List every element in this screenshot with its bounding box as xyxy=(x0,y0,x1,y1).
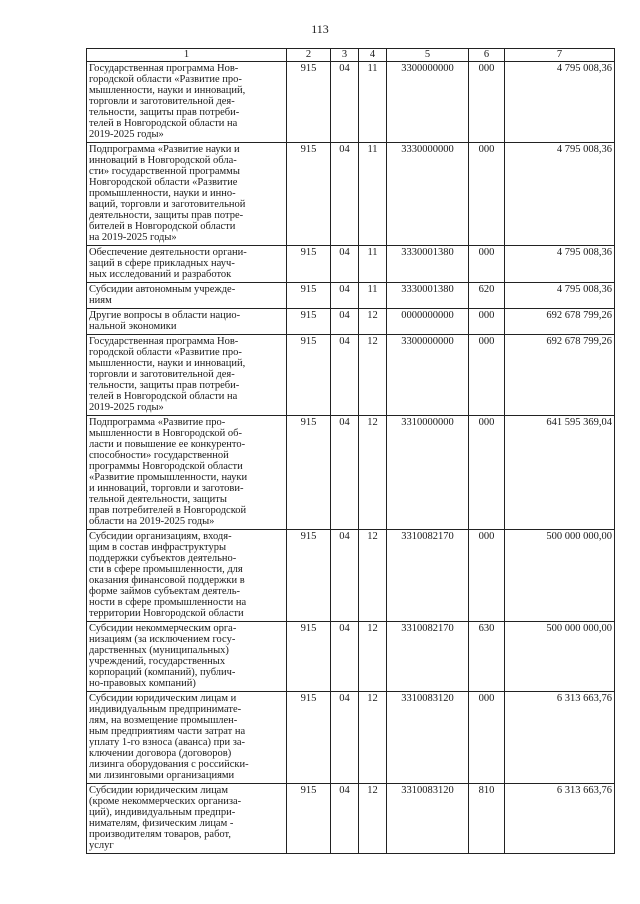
amount-cell: 4 795 008,36 xyxy=(505,62,615,143)
row-name-line: ций), индивидуальным предпри- xyxy=(89,807,236,818)
page-number: 113 xyxy=(311,22,329,36)
row-name-line: ным предприятиям части затрат на xyxy=(89,726,246,737)
amount-cell: 4 795 008,36 xyxy=(505,246,615,283)
subsection-code-cell: 12 xyxy=(359,530,387,622)
row-name-cell xyxy=(87,530,287,622)
ministry-code-cell: 915 xyxy=(287,309,331,335)
target-article-cell: 3310082170 xyxy=(387,622,469,692)
table-row xyxy=(87,143,615,246)
target-article-cell: 3310083120 xyxy=(387,692,469,784)
row-name-line: ности в сфере промышленности на xyxy=(89,597,247,608)
row-name-line: «Развитие промышленности, науки xyxy=(89,472,248,483)
row-name-line: сти в сфере промышленности, для xyxy=(89,564,243,575)
subsection-code-cell: 12 xyxy=(359,692,387,784)
row-name-line: промышленности, науки и инно- xyxy=(89,188,236,199)
table-row xyxy=(87,283,615,309)
expense-type-cell: 000 xyxy=(469,416,505,530)
subsection-code-cell: 11 xyxy=(359,246,387,283)
ministry-code-cell: 915 xyxy=(287,530,331,622)
row-name-line: нимателям, физическим лицам - xyxy=(89,818,234,829)
subsection-code-cell: 12 xyxy=(359,309,387,335)
section-code-cell: 04 xyxy=(331,246,359,283)
ministry-code-cell: 915 xyxy=(287,143,331,246)
table-row xyxy=(87,692,615,784)
target-article-cell: 3330001380 xyxy=(387,246,469,283)
row-name-line: низациям (за исключением госу- xyxy=(89,634,236,645)
ministry-code-cell: 915 xyxy=(287,246,331,283)
expense-type-cell: 000 xyxy=(469,335,505,416)
row-name-cell xyxy=(87,784,287,854)
table-row xyxy=(87,416,615,530)
expense-type-cell: 620 xyxy=(469,283,505,309)
subsection-code-cell: 12 xyxy=(359,335,387,416)
row-name-line: телей в Новгородской области на xyxy=(89,391,238,402)
target-article-cell: 3310082170 xyxy=(387,530,469,622)
expense-type-cell: 000 xyxy=(469,143,505,246)
row-name-line: на 2019-2025 годы» xyxy=(89,232,177,243)
ministry-code-cell: 915 xyxy=(287,622,331,692)
section-code-cell: 04 xyxy=(331,143,359,246)
row-name-line: (кроме некоммерческих организа- xyxy=(89,796,242,807)
section-code-cell: 04 xyxy=(331,416,359,530)
row-name-line: форме займов субъектам деятель- xyxy=(89,586,240,597)
ministry-code-cell: 915 xyxy=(287,692,331,784)
row-name-line: мышленности в Новгородской об- xyxy=(89,428,242,439)
row-name-line: программы Новгородской области xyxy=(89,461,243,472)
column-header: 6 xyxy=(469,49,505,62)
table-row xyxy=(87,309,615,335)
section-code-cell: 04 xyxy=(331,784,359,854)
column-header: 3 xyxy=(331,49,359,62)
subsection-code-cell: 11 xyxy=(359,62,387,143)
subsection-code-cell: 11 xyxy=(359,283,387,309)
expense-type-cell: 000 xyxy=(469,692,505,784)
row-name-line: дарственных (муниципальных) xyxy=(89,645,229,656)
ministry-code-cell: 915 xyxy=(287,416,331,530)
ministry-code-cell: 915 xyxy=(287,784,331,854)
row-name-line: Субсидии юридическим лицам xyxy=(89,785,228,796)
ministry-code-cell: 915 xyxy=(287,335,331,416)
target-article-cell: 0000000000 xyxy=(387,309,469,335)
row-name-line: бителей в Новгородской области xyxy=(89,221,236,232)
row-name-line: Подпрограмма «Развитие про- xyxy=(89,417,226,428)
row-name-line: учреждений, государственных xyxy=(89,656,226,667)
table-row xyxy=(87,246,615,283)
amount-cell: 6 313 663,76 xyxy=(505,692,615,784)
row-name-line: 2019-2025 годы» xyxy=(89,129,164,140)
row-name-line: мышленности, науки и инноваций, xyxy=(89,358,246,369)
row-name-line: Обеспечение деятельности органи- xyxy=(89,247,247,258)
subsection-code-cell: 12 xyxy=(359,622,387,692)
row-name-line: сти» государственной программы xyxy=(89,166,240,177)
row-name-line: способности» государственной xyxy=(89,450,229,461)
target-article-cell: 3330000000 xyxy=(387,143,469,246)
row-name-line: ключении договора (договоров) xyxy=(89,748,232,759)
subsection-code-cell: 11 xyxy=(359,143,387,246)
row-name-line: Субсидии организациям, входя- xyxy=(89,531,232,542)
amount-cell: 500 000 000,00 xyxy=(505,622,615,692)
row-name-line: поддержки субъектов деятельно- xyxy=(89,553,237,564)
row-name-line: щим в состав инфраструктуры xyxy=(89,542,227,553)
table-row xyxy=(87,335,615,416)
expense-type-cell: 810 xyxy=(469,784,505,854)
amount-cell: 4 795 008,36 xyxy=(505,283,615,309)
row-name-line: но-правовых компаний) xyxy=(89,678,196,689)
target-article-cell: 3300000000 xyxy=(387,62,469,143)
row-name-line: инноваций в Новгородской обла- xyxy=(89,155,237,166)
row-name-cell xyxy=(87,309,287,335)
row-name-cell xyxy=(87,416,287,530)
row-name-line: ниям xyxy=(89,295,112,306)
row-name-line: Подпрограмма «Развитие науки и xyxy=(89,144,240,155)
expense-type-cell: 000 xyxy=(469,246,505,283)
amount-cell: 641 595 369,04 xyxy=(505,416,615,530)
section-code-cell: 04 xyxy=(331,530,359,622)
column-header: 2 xyxy=(287,49,331,62)
target-article-cell: 3310083120 xyxy=(387,784,469,854)
row-name-line: тельной деятельности, защиты xyxy=(89,494,227,505)
row-name-line: Государственная программа Нов- xyxy=(89,336,239,347)
row-name-line: и инноваций, торговли и заготови- xyxy=(89,483,244,494)
row-name-line: оказания финансовой поддержки в xyxy=(89,575,245,586)
row-name-line: области на 2019-2025 годы» xyxy=(89,516,215,527)
row-name-cell xyxy=(87,335,287,416)
row-name-line: торговли и заготовительной дея- xyxy=(89,369,235,380)
row-name-line: производителям товаров, работ, xyxy=(89,829,231,840)
subsection-code-cell: 12 xyxy=(359,784,387,854)
row-name-line: ми лизинговыми организациями xyxy=(89,770,235,781)
amount-cell: 692 678 799,26 xyxy=(505,335,615,416)
table-row xyxy=(87,784,615,854)
table-row xyxy=(87,530,615,622)
amount-cell: 692 678 799,26 xyxy=(505,309,615,335)
amount-cell: 6 313 663,76 xyxy=(505,784,615,854)
row-name-line: торговли и заготовительной дея- xyxy=(89,96,235,107)
header-row xyxy=(87,49,615,62)
row-name-line: Новгородской области «Развитие xyxy=(89,177,238,188)
expense-type-cell: 000 xyxy=(469,62,505,143)
row-name-line: заций в сфере прикладных науч- xyxy=(89,258,235,269)
row-name-cell xyxy=(87,622,287,692)
row-name-line: Государственная программа Нов- xyxy=(89,63,239,74)
row-name-line: прав потребителей в Новгородской xyxy=(89,505,247,516)
row-name-line: ласти и повышение ее конкуренто- xyxy=(89,439,246,450)
section-code-cell: 04 xyxy=(331,335,359,416)
row-name-line: мышленности, науки и инноваций, xyxy=(89,85,246,96)
column-header: 4 xyxy=(359,49,387,62)
table-body xyxy=(87,62,615,854)
row-name-line: Субсидии юридическим лицам и xyxy=(89,693,237,704)
row-name-line: Субсидии автономным учрежде- xyxy=(89,284,236,295)
row-name-line: деятельности, защиты прав потре- xyxy=(89,210,244,221)
section-code-cell: 04 xyxy=(331,283,359,309)
row-name-line: индивидуальным предпринимате- xyxy=(89,704,242,715)
row-name-line: ных исследований и разработок xyxy=(89,269,232,280)
row-name-line: городской области «Развитие про- xyxy=(89,347,242,358)
target-article-cell: 3330001380 xyxy=(387,283,469,309)
row-name-cell xyxy=(87,62,287,143)
section-code-cell: 04 xyxy=(331,622,359,692)
row-name-cell xyxy=(87,143,287,246)
subsection-code-cell: 12 xyxy=(359,416,387,530)
section-code-cell: 04 xyxy=(331,309,359,335)
column-header: 5 xyxy=(387,49,469,62)
expense-type-cell: 000 xyxy=(469,309,505,335)
amount-cell: 4 795 008,36 xyxy=(505,143,615,246)
ministry-code-cell: 915 xyxy=(287,62,331,143)
row-name-line: лизинга оборудования с российски- xyxy=(89,759,249,770)
target-article-cell: 3310000000 xyxy=(387,416,469,530)
section-code-cell: 04 xyxy=(331,62,359,143)
row-name-line: лям, на возмещение промышлен- xyxy=(89,715,238,726)
column-header: 1 xyxy=(87,49,287,62)
row-name-cell xyxy=(87,283,287,309)
ministry-code-cell: 915 xyxy=(287,283,331,309)
row-name-line: уплату 1-го взноса (аванса) при за- xyxy=(89,737,246,748)
target-article-cell: 3300000000 xyxy=(387,335,469,416)
row-name-line: нальной экономики xyxy=(89,321,177,332)
row-name-line: тельности, защиты прав потреби- xyxy=(89,380,240,391)
row-name-line: корпораций (компаний), публич- xyxy=(89,667,236,678)
column-header: 7 xyxy=(505,49,615,62)
row-name-line: услуг xyxy=(89,840,114,851)
row-name-line: тельности, защиты прав потреби- xyxy=(89,107,240,118)
section-code-cell: 04 xyxy=(331,692,359,784)
expense-type-cell: 000 xyxy=(469,530,505,622)
row-name-line: 2019-2025 годы» xyxy=(89,402,164,413)
row-name-line: телей в Новгородской области на xyxy=(89,118,238,129)
row-name-line: Другие вопросы в области нацио- xyxy=(89,310,241,321)
row-name-cell xyxy=(87,246,287,283)
table-row xyxy=(87,62,615,143)
row-name-line: территории Новгородской области xyxy=(89,608,244,619)
row-name-line: городской области «Развитие про- xyxy=(89,74,242,85)
row-name-line: Субсидии некоммерческим орга- xyxy=(89,623,237,634)
row-name-line: ваций, торговли и заготовительной xyxy=(89,199,246,210)
row-name-cell xyxy=(87,692,287,784)
expense-type-cell: 630 xyxy=(469,622,505,692)
budget-table xyxy=(86,48,615,854)
table-row xyxy=(87,622,615,692)
amount-cell: 500 000 000,00 xyxy=(505,530,615,622)
